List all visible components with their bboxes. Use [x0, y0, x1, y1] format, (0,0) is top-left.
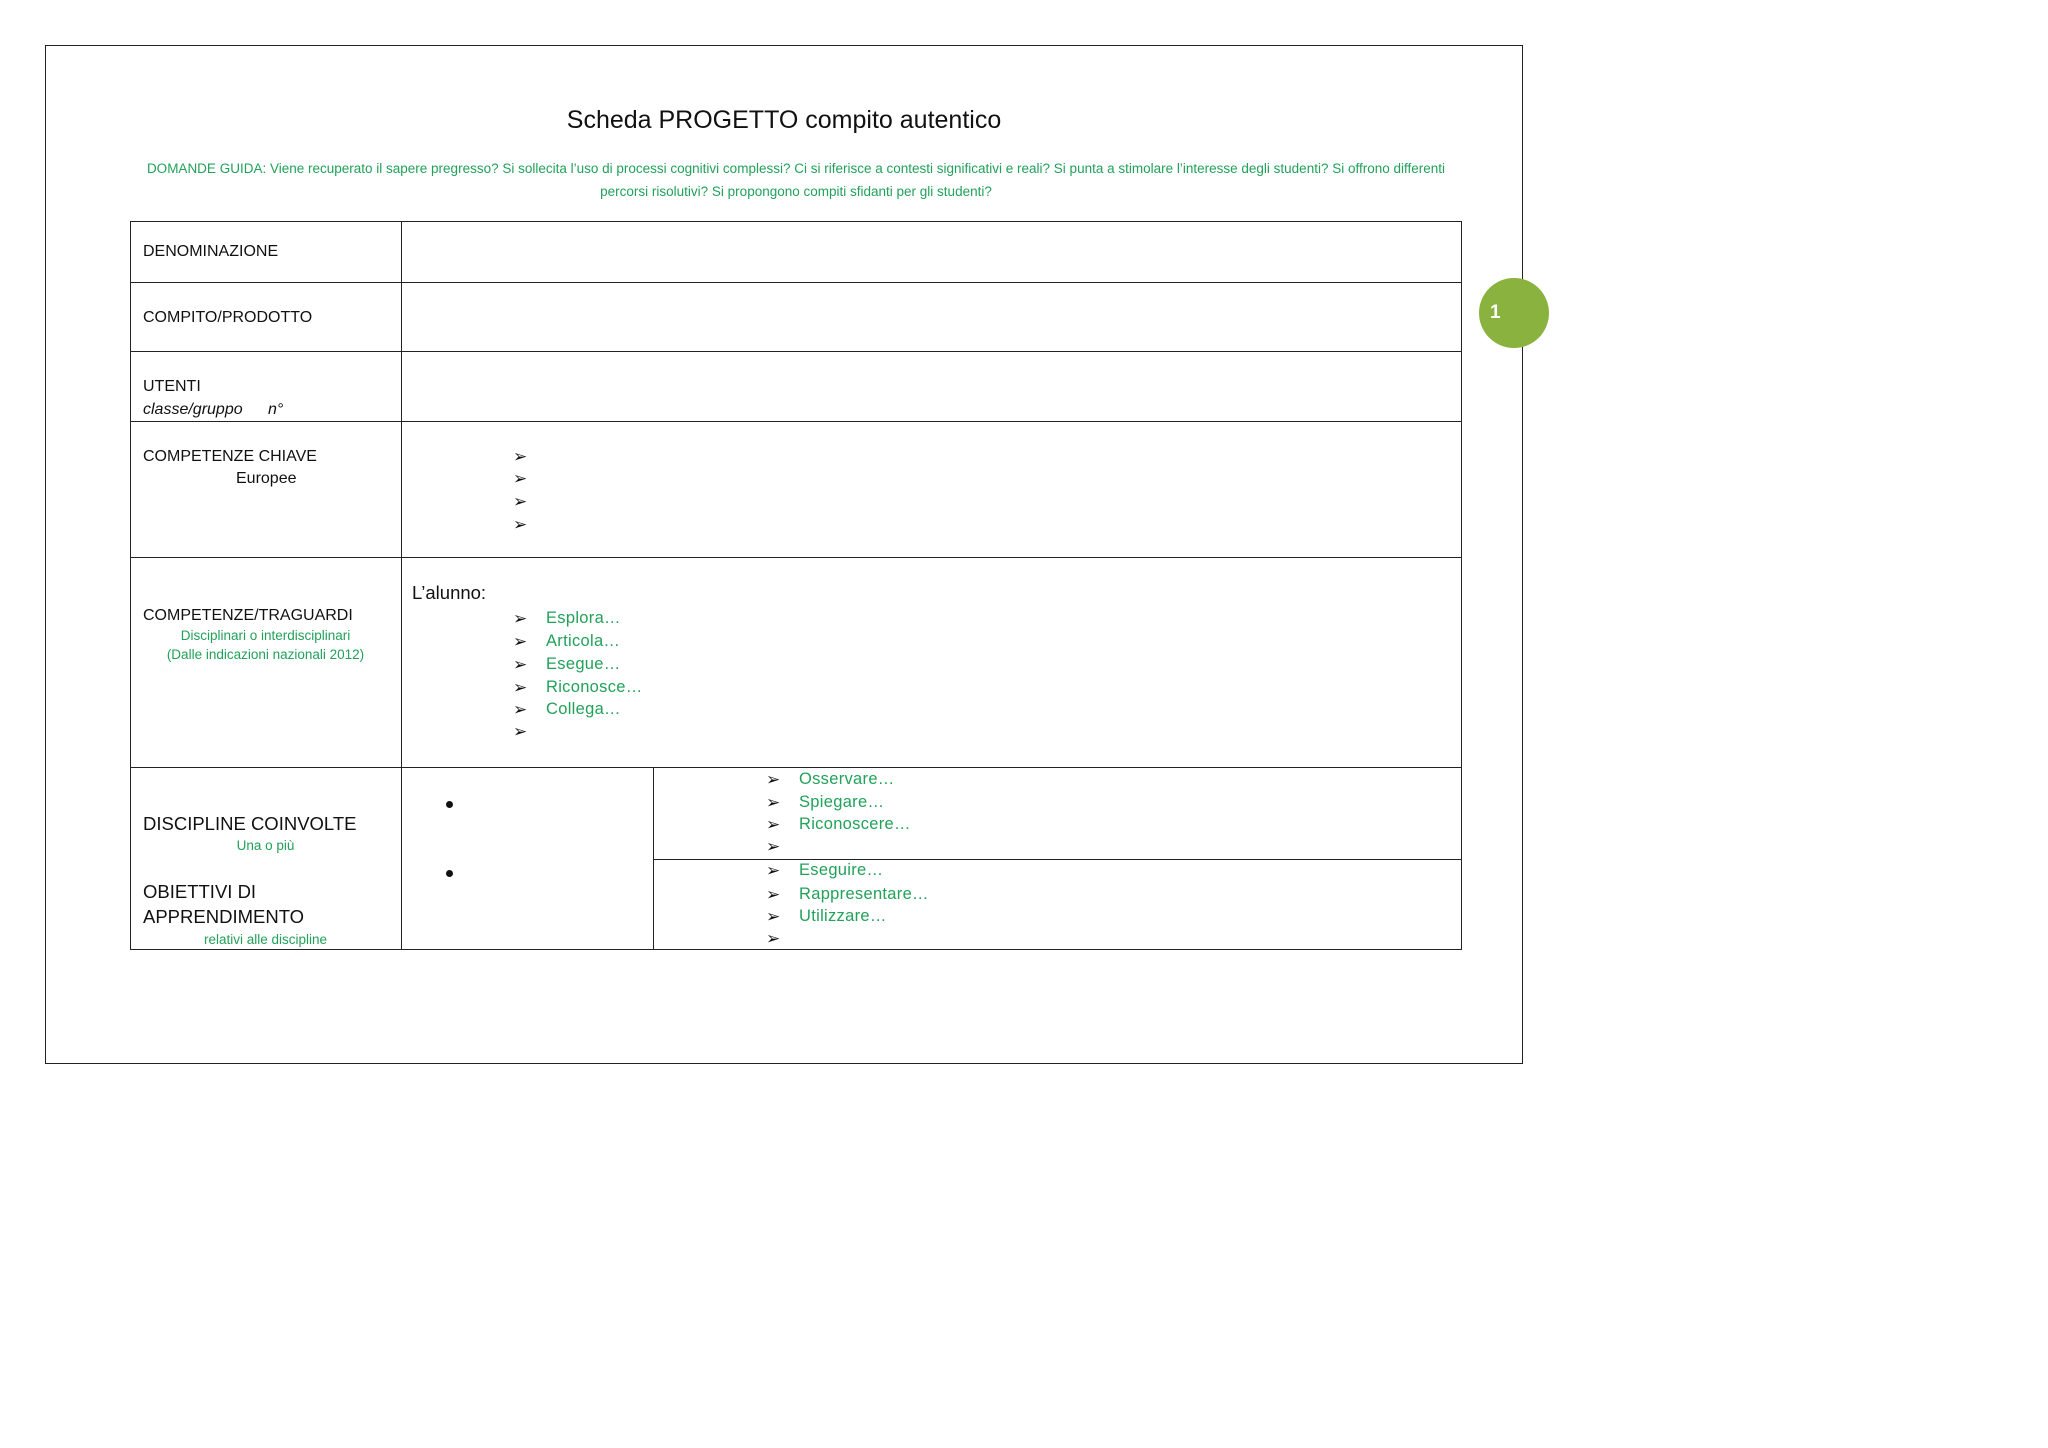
arrow-bullet-icon: ➢ — [513, 492, 528, 511]
traguardo-item: Articola… — [546, 632, 621, 650]
label-indicazioni-nazionali: (Dalle indicazioni nazionali 2012) — [166, 647, 365, 662]
row-divider — [130, 351, 1462, 352]
label-classe-gruppo: classe/gruppo — [143, 401, 243, 418]
arrow-bullet-icon: ➢ — [766, 885, 781, 904]
label-una-o-piu: Una o più — [236, 838, 295, 853]
arrow-bullet-icon: ➢ — [513, 655, 528, 674]
traguardo-item: Riconosce… — [546, 678, 643, 696]
arrow-bullet-icon: ➢ — [513, 469, 528, 488]
label-utenti: UTENTI — [143, 378, 201, 395]
traguardo-item: Esegue… — [546, 655, 621, 673]
document-title: Scheda PROGETTO compito autentico — [566, 106, 1002, 134]
arrow-bullet-icon: ➢ — [766, 770, 781, 789]
arrow-bullet-icon: ➢ — [513, 700, 528, 719]
row-divider — [130, 767, 1462, 768]
label-compito-prodotto: COMPITO/PRODOTTO — [143, 309, 313, 326]
obiettivo-item: Osservare… — [799, 770, 895, 788]
arrow-bullet-icon: ➢ — [766, 929, 781, 948]
label-competenze-traguardi: COMPETENZE/TRAGUARDI — [143, 607, 353, 624]
obiettivo-item: Rappresentare… — [799, 885, 929, 903]
table-border-left — [130, 221, 131, 950]
traguardi-intro: L’alunno: — [412, 582, 487, 603]
row-divider — [130, 557, 1462, 558]
guide-line-1: DOMANDE GUIDA: Viene recuperato il sapere pregresso? Si sollecita l’uso di processi cognitivi complessi? Ci si riferisce a contesti significativi e reali? Si punta a stimolare l’interesse degli studenti? Si offrono differenti — [146, 161, 1446, 176]
table-border-top — [130, 221, 1462, 222]
label-obiettivi-di: OBIETTIVI DI — [143, 881, 257, 902]
arrow-bullet-icon: ➢ — [513, 678, 528, 697]
obiettivo-item: Spiegare… — [799, 793, 885, 811]
subrow-divider — [653, 859, 1462, 860]
discipline-column-divider — [653, 767, 654, 950]
obiettivo-item: Utilizzare… — [799, 907, 887, 925]
label-column-divider — [401, 221, 402, 950]
label-europee: Europee — [236, 470, 297, 487]
arrow-bullet-icon: ➢ — [513, 515, 528, 534]
obiettivo-item: Eseguire… — [799, 861, 884, 879]
discipline-bullet-icon — [446, 801, 453, 808]
obiettivo-item: Riconoscere… — [799, 815, 911, 833]
page-number-badge: 1 — [1479, 278, 1549, 348]
row-divider — [130, 282, 1462, 283]
discipline-bullet-icon — [446, 870, 453, 877]
label-denominazione: DENOMINAZIONE — [143, 243, 279, 260]
label-discipline-coinvolte: DISCIPLINE COINVOLTE — [143, 813, 357, 834]
guide-questions — [128, 157, 1464, 203]
label-relativi-discipline: relativi alle discipline — [203, 932, 328, 947]
arrow-bullet-icon: ➢ — [766, 793, 781, 812]
arrow-bullet-icon: ➢ — [766, 907, 781, 926]
traguardo-item: Esplora… — [546, 609, 621, 627]
row-divider — [130, 421, 1462, 422]
arrow-bullet-icon: ➢ — [766, 861, 781, 880]
table-border-bottom — [130, 949, 1462, 950]
traguardo-item: Collega… — [546, 700, 621, 718]
arrow-bullet-icon: ➢ — [513, 609, 528, 628]
table-border-right — [1461, 221, 1462, 950]
guide-line-2: percorsi risolutivi? Si propongono compiti sfidanti per gli studenti? — [600, 184, 992, 199]
arrow-bullet-icon: ➢ — [766, 815, 781, 834]
label-numero: n° — [268, 401, 284, 418]
arrow-bullet-icon: ➢ — [513, 447, 528, 466]
arrow-bullet-icon: ➢ — [766, 837, 781, 856]
label-competenze-chiave: COMPETENZE CHIAVE — [143, 448, 317, 465]
arrow-bullet-icon: ➢ — [513, 632, 528, 651]
label-apprendimento: APPRENDIMENTO — [143, 906, 305, 927]
arrow-bullet-icon: ➢ — [513, 722, 528, 741]
label-disciplinari: Disciplinari o interdisciplinari — [180, 628, 351, 643]
